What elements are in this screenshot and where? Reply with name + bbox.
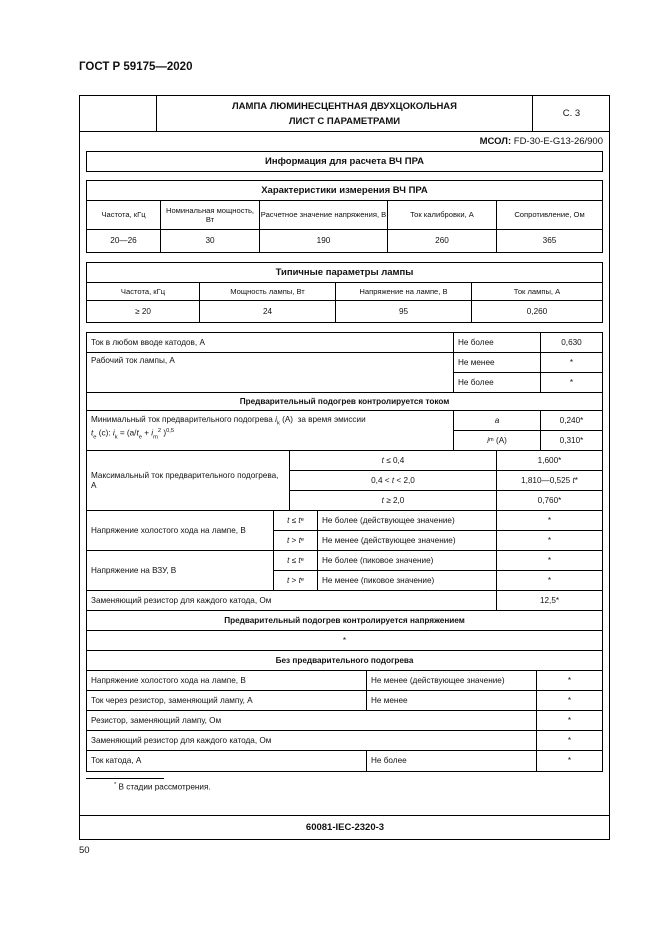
footer-code: 60081-IEC-2320-3	[305, 821, 385, 833]
max-preheat-condition: 0,4 < t < 2,0	[290, 471, 497, 491]
footnote	[114, 782, 211, 792]
vzu-voltage-label: Напряжение на ВЗУ, В	[87, 551, 274, 591]
typical-title: Типичные параметры лампы	[87, 263, 602, 283]
parameter-sheet-frame	[79, 95, 610, 840]
measurement-title: Характеристики измерения ВЧ ПРА	[87, 181, 602, 201]
sheet-title-line2: ЛИСТ С ПАРАМЕТРАМИ	[288, 116, 401, 127]
ocv-value: *	[497, 511, 602, 531]
typical-parameters-table	[86, 262, 603, 323]
typical-value: 24	[200, 301, 336, 322]
preheat-current-title: Предварительный подогрев контролируется током	[87, 393, 602, 411]
operating-current-max-condition: Не более	[454, 373, 541, 393]
msol-label: МСОЛ:	[479, 136, 512, 147]
a-value: 0,240*	[541, 411, 602, 431]
vzu-description: Не менее (пиковое значение)	[318, 571, 497, 591]
a-symbol	[454, 411, 541, 431]
no-preheat-condition: Не менее	[367, 691, 537, 711]
cathode-lead-current-value: 0,630	[541, 333, 602, 353]
no-preheat-label: Ток через резистор, заменяющий лампу, А	[87, 691, 367, 711]
measurement-header: Номинальная мощность, Вт	[161, 201, 260, 230]
cathode-lead-current-label: Ток в любом вводе катодов, А	[87, 333, 454, 353]
replacement-resistor-label: Заменяющий резистор для каждого катода, Ом	[87, 591, 497, 611]
vzu-value: *	[497, 571, 602, 591]
no-preheat-value: *	[537, 691, 602, 711]
typical-header: Мощность лампы, Вт	[200, 283, 336, 301]
operating-current-min-value: *	[541, 353, 602, 373]
ocv-condition: t ≤ t e	[274, 511, 318, 531]
measurement-value: 20—26	[87, 230, 161, 252]
min-preheat-current-label	[87, 411, 454, 451]
no-preheat-value: *	[537, 731, 602, 751]
no-preheat-value: *	[537, 711, 602, 731]
max-preheat-value: 1,600*	[497, 451, 602, 471]
document-code: ГОСТ Р 59175—2020	[79, 61, 193, 73]
no-preheat-label: Напряжение холостого хода на лампе, В	[87, 671, 367, 691]
ocv-label: Напряжение холостого хода на лампе, В	[87, 511, 274, 551]
no-preheat-label: Ток катода, А	[87, 751, 367, 771]
footnote-text: В стадии рассмотрения.	[118, 782, 211, 792]
msol-value: FD-30-E-G13-26/900	[513, 136, 603, 147]
typical-value: 95	[336, 301, 472, 322]
typical-header: Напряжение на лампе, В	[336, 283, 472, 301]
max-preheat-condition: t ≥ 2,0	[290, 491, 497, 511]
preheat-voltage-title: Предварительный подогрев контролируется напряжением	[87, 611, 602, 631]
footnote-mark: *	[114, 782, 117, 788]
operating-current-max-value: *	[541, 373, 602, 393]
no-preheat-label: Резистор, заменяющий лампу, Ом	[87, 711, 537, 731]
ocv-condition: t > t e	[274, 531, 318, 551]
typical-header: Частота, кГц	[87, 283, 200, 301]
measurement-value: 260	[388, 230, 497, 252]
measurement-header: Частота, кГц	[87, 201, 161, 230]
min-preheat-text: Минимальный ток предварительного подогрева $i_k$ (А) за время эмиссии	[91, 415, 366, 427]
im-symbol: i m (А)	[454, 431, 541, 451]
typical-value: 0,260	[526, 306, 548, 316]
header-bottom-line	[80, 131, 610, 132]
vzu-description: Не более (пиковое значение)	[318, 551, 497, 571]
max-preheat-current-label: Максимальный ток предварительного подогрева, А	[87, 451, 290, 511]
page-number: 50	[79, 845, 90, 856]
no-preheat-condition: Не менее (действующее значение)	[367, 671, 537, 691]
measurement-header: Расчетное значение напряжения, В	[260, 201, 388, 230]
typical-value: ≥ 20	[87, 301, 200, 322]
no-preheat-title: Без предварительного подогрева	[87, 651, 602, 671]
vzu-value: *	[497, 551, 602, 571]
measurement-table	[86, 180, 603, 253]
measurement-value: 190	[260, 230, 388, 252]
im-unit: (А)	[495, 435, 507, 445]
sheet-title	[157, 96, 532, 132]
info-section-title: Информация для расчета ВЧ ПРА	[86, 151, 603, 172]
operating-current-min-condition: Не менее	[454, 353, 541, 373]
no-preheat-condition: Не более	[367, 751, 537, 771]
a-symbol-text: a	[494, 415, 500, 425]
im-value: 0,310*	[541, 431, 602, 451]
measurement-value: 30	[161, 230, 260, 252]
measurement-header: Ток калибровки, А	[388, 201, 497, 230]
page-reference: С. 3	[562, 108, 581, 120]
preheat-formula: $t_e$ (c): $i_k = (a/t_e + i_m^2$ )$^{0,5}$	[91, 428, 175, 441]
preheat-voltage-value: *	[87, 631, 602, 651]
ocv-description: Не более (действующее значение)	[318, 511, 497, 531]
cathode-lead-current-condition: Не более	[454, 333, 541, 353]
no-preheat-value: *	[567, 756, 572, 766]
main-parameters-table	[86, 332, 603, 772]
measurement-header: Сопротивление, Ом	[497, 201, 602, 230]
ocv-description: Не менее (действующее значение)	[318, 531, 497, 551]
msol-designation	[480, 136, 603, 147]
typical-header: Ток лампы, А	[472, 283, 602, 301]
sheet-title-line1: ЛАМПА ЛЮМИНЕСЦЕНТНАЯ ДВУХЦОКОЛЬНАЯ	[232, 100, 457, 112]
footnote-separator	[86, 778, 164, 779]
no-preheat-label: Заменяющий резистор для каждого катода, Ом	[87, 731, 537, 751]
max-preheat-condition: t ≤ 0,4	[290, 451, 497, 471]
vzu-condition: t ≤ t e	[274, 551, 318, 571]
no-preheat-value: *	[537, 671, 602, 691]
vzu-condition: t > t e	[274, 571, 318, 591]
ocv-value: *	[497, 531, 602, 551]
max-preheat-value: 1,810—0,525 t *	[497, 471, 602, 491]
measurement-value: 365	[542, 236, 557, 246]
operating-current-label: Рабочий ток лампы, А	[87, 353, 454, 393]
replacement-resistor-value: 12,5*	[497, 591, 602, 611]
max-preheat-value: 0,760*	[497, 491, 602, 511]
